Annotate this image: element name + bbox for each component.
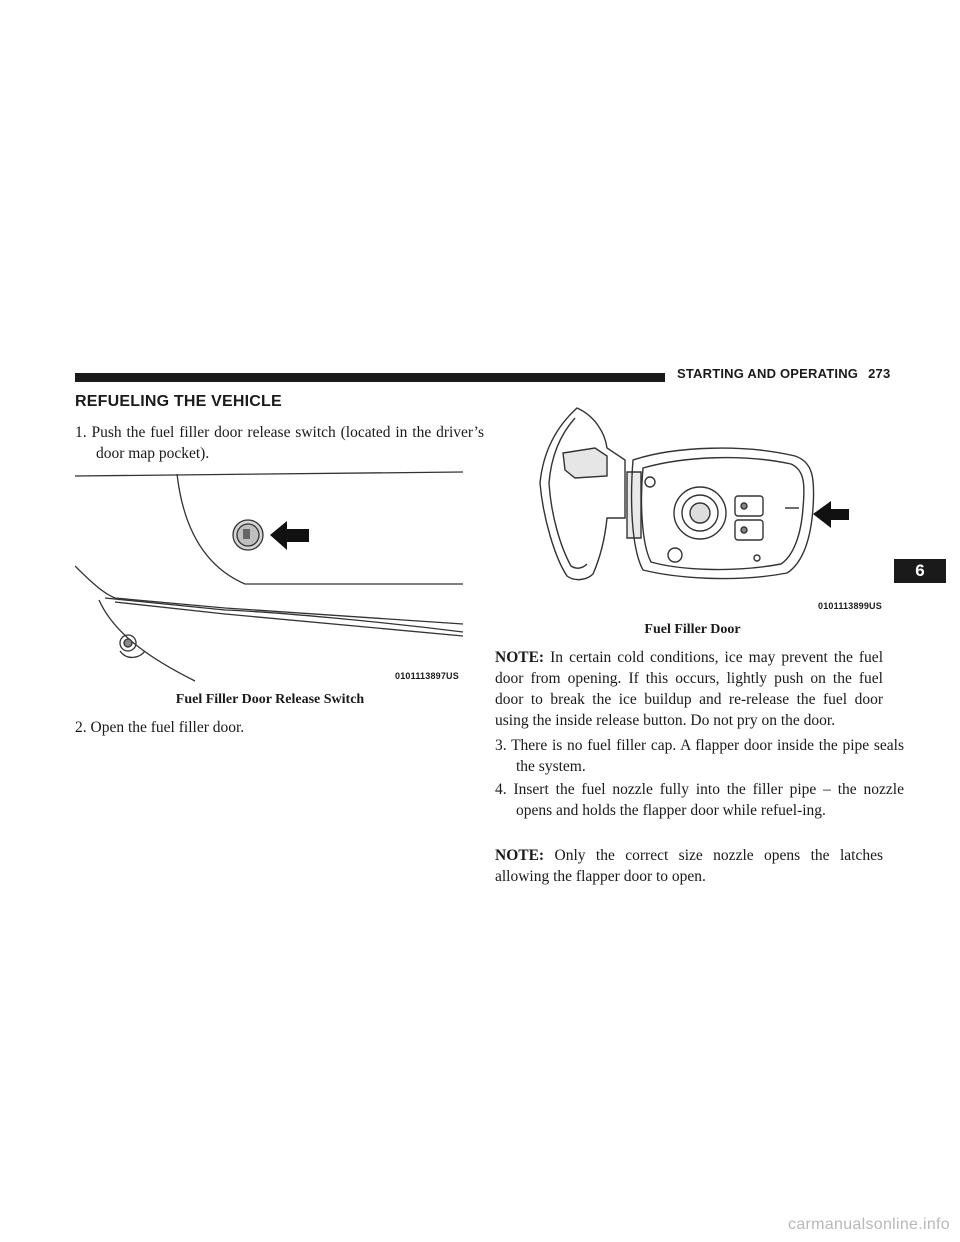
note1-label: NOTE: [495, 649, 545, 666]
page-number: 273 [868, 366, 891, 381]
section-title: REFUELING THE VEHICLE [75, 393, 282, 410]
figure1-code: 0101113897US [395, 671, 459, 681]
figure-release-switch [75, 466, 465, 686]
step-4: 4. Insert the fuel nozzle fully into the filler pipe – the nozzle opens and holds the flapper door while refuel-ing. [495, 781, 904, 819]
step-2: 2. Open the fuel filler door. [75, 719, 245, 736]
figure2-code: 0101113899US [818, 601, 882, 611]
figure-fuel-filler-door [495, 398, 890, 612]
header-section: STARTING AND OPERATING [677, 366, 859, 381]
note-cold-conditions [495, 647, 883, 731]
note2-text: Only the correct size nozzle opens the latches allowing the flapper door to open. [495, 847, 883, 885]
chapter-tab: 6 [894, 559, 946, 583]
step-3: 3. There is no fuel filler cap. A flapper door inside the pipe seals the system. [495, 737, 904, 775]
note-correct-nozzle [495, 845, 883, 887]
note1-text: In certain cold conditions, ice may prevent the fuel door from opening. If this occurs, lightly push on the fuel door to break the ice buildup and re-release the fuel door using the inside release button. Do not pry on the door. [495, 649, 883, 729]
figure2-caption: Fuel Filler Door [644, 622, 741, 637]
watermark: carmanualsonline.info [788, 1216, 950, 1233]
figure1-caption: Fuel Filler Door Release Switch [175, 692, 365, 707]
running-header [677, 366, 890, 381]
note2-label: NOTE: [495, 847, 545, 864]
header-rule [75, 373, 665, 382]
step-1: 1. Push the fuel filler door release switch (located in the driver’s door map pocket). [75, 424, 484, 462]
